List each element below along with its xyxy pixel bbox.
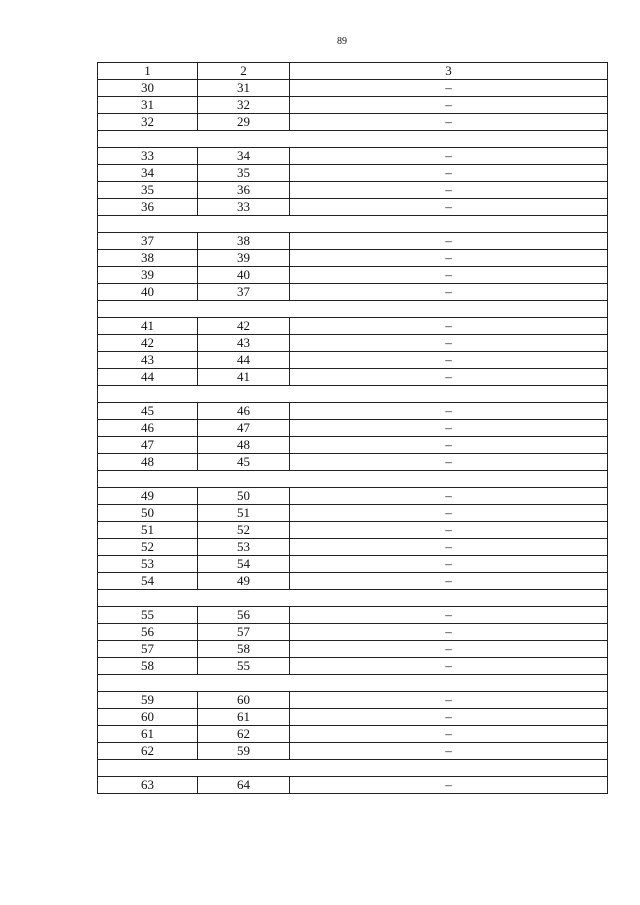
- group-separator-row: [98, 386, 608, 403]
- group-separator-row: [98, 590, 608, 607]
- table-cell-col-1: 31: [98, 97, 198, 114]
- table-cell-col-1: 62: [98, 743, 198, 760]
- table-row: [98, 97, 608, 114]
- table-row: [98, 250, 608, 267]
- group-separator-row: [98, 216, 608, 233]
- table-cell-col-3: –: [290, 335, 608, 352]
- table-cell-col-3: –: [290, 573, 608, 590]
- table-row: [98, 148, 608, 165]
- separator-cell: [98, 471, 608, 488]
- table-cell-col-3: –: [290, 607, 608, 624]
- group-separator-row: [98, 675, 608, 692]
- table-cell-col-1: 42: [98, 335, 198, 352]
- table-cell-col-3: –: [290, 641, 608, 658]
- page-number: 89: [337, 36, 347, 47]
- table-cell-col-2: 35: [198, 165, 290, 182]
- data-table: [97, 62, 608, 794]
- table-cell-col-2: 57: [198, 624, 290, 641]
- group-separator-row: [98, 131, 608, 148]
- table-cell-col-2: 43: [198, 335, 290, 352]
- table-cell-col-3: –: [290, 522, 608, 539]
- table-cell-col-3: –: [290, 318, 608, 335]
- table-cell-col-1: 57: [98, 641, 198, 658]
- table-cell-col-3: –: [290, 658, 608, 675]
- table-row: [98, 352, 608, 369]
- table-cell-col-1: 38: [98, 250, 198, 267]
- table-cell-col-1: 41: [98, 318, 198, 335]
- table-cell-col-2: 52: [198, 522, 290, 539]
- table-cell-col-3: –: [290, 250, 608, 267]
- table-cell-col-2: 41: [198, 369, 290, 386]
- table-cell-col-1: 59: [98, 692, 198, 709]
- table-cell-col-3: –: [290, 437, 608, 454]
- table-cell-col-2: 62: [198, 726, 290, 743]
- table-cell-col-3: –: [290, 556, 608, 573]
- table-cell-col-3: –: [290, 488, 608, 505]
- table-row: [98, 607, 608, 624]
- table-cell-col-2: 55: [198, 658, 290, 675]
- table-row: [98, 692, 608, 709]
- table-row: [98, 403, 608, 420]
- table-cell-col-3: –: [290, 709, 608, 726]
- table-cell-col-2: 31: [198, 80, 290, 97]
- table-cell-col-2: 49: [198, 573, 290, 590]
- table-cell-col-2: 33: [198, 199, 290, 216]
- table-row: [98, 284, 608, 301]
- table-cell-col-1: 30: [98, 80, 198, 97]
- table-cell-col-2: 42: [198, 318, 290, 335]
- table-row: [98, 624, 608, 641]
- table-cell-col-1: 49: [98, 488, 198, 505]
- table-cell-col-3: –: [290, 80, 608, 97]
- table-cell-col-2: 58: [198, 641, 290, 658]
- table-cell-col-3: –: [290, 114, 608, 131]
- table-row: [98, 539, 608, 556]
- table-cell-col-3: –: [290, 539, 608, 556]
- table-cell-col-1: 35: [98, 182, 198, 199]
- table-row: [98, 335, 608, 352]
- table-cell-col-1: 47: [98, 437, 198, 454]
- table-cell-col-1: 54: [98, 573, 198, 590]
- separator-cell: [98, 675, 608, 692]
- table-cell-col-2: 51: [198, 505, 290, 522]
- table-cell-col-1: 39: [98, 267, 198, 284]
- table-cell-col-2: 36: [198, 182, 290, 199]
- table-row: [98, 777, 608, 794]
- table-row: [98, 199, 608, 216]
- table-cell-col-1: 50: [98, 505, 198, 522]
- table-row: [98, 182, 608, 199]
- table-cell-col-2: 60: [198, 692, 290, 709]
- table-cell-col-3: –: [290, 97, 608, 114]
- table-header-row: [98, 63, 608, 80]
- table-row: [98, 318, 608, 335]
- table-cell-col-3: –: [290, 726, 608, 743]
- table-row: [98, 267, 608, 284]
- table-cell-col-3: –: [290, 233, 608, 250]
- table-row: [98, 420, 608, 437]
- table-cell-col-3: –: [290, 284, 608, 301]
- header-cell-1: 1: [98, 63, 198, 80]
- table-cell-col-2: 47: [198, 420, 290, 437]
- table-cell-col-2: 54: [198, 556, 290, 573]
- table-cell-col-2: 56: [198, 607, 290, 624]
- table-cell-col-2: 40: [198, 267, 290, 284]
- table-cell-col-2: 32: [198, 97, 290, 114]
- table-cell-col-1: 40: [98, 284, 198, 301]
- table-cell-col-1: 43: [98, 352, 198, 369]
- separator-cell: [98, 760, 608, 777]
- table-cell-col-3: –: [290, 352, 608, 369]
- group-separator-row: [98, 471, 608, 488]
- table-cell-col-3: –: [290, 199, 608, 216]
- group-separator-row: [98, 301, 608, 318]
- table-row: [98, 573, 608, 590]
- table-cell-col-2: 61: [198, 709, 290, 726]
- table-cell-col-3: –: [290, 403, 608, 420]
- table-cell-col-2: 46: [198, 403, 290, 420]
- separator-cell: [98, 590, 608, 607]
- table-cell-col-1: 46: [98, 420, 198, 437]
- table-cell-col-2: 48: [198, 437, 290, 454]
- separator-cell: [98, 386, 608, 403]
- table-row: [98, 743, 608, 760]
- table-body: [98, 80, 608, 794]
- table-cell-col-2: 50: [198, 488, 290, 505]
- table-row: [98, 556, 608, 573]
- table-row: [98, 709, 608, 726]
- table-cell-col-2: 59: [198, 743, 290, 760]
- table-cell-col-1: 52: [98, 539, 198, 556]
- table-cell-col-1: 53: [98, 556, 198, 573]
- header-cell-2: 2: [198, 63, 290, 80]
- table-row: [98, 80, 608, 97]
- table-row: [98, 658, 608, 675]
- table-cell-col-3: –: [290, 369, 608, 386]
- table-cell-col-3: –: [290, 420, 608, 437]
- table-cell-col-3: –: [290, 165, 608, 182]
- separator-cell: [98, 301, 608, 318]
- table-cell-col-2: 37: [198, 284, 290, 301]
- table-cell-col-1: 45: [98, 403, 198, 420]
- table-row: [98, 641, 608, 658]
- table-cell-col-3: –: [290, 777, 608, 794]
- group-separator-row: [98, 760, 608, 777]
- table-cell-col-3: –: [290, 454, 608, 471]
- table-cell-col-2: 64: [198, 777, 290, 794]
- table-cell-col-3: –: [290, 692, 608, 709]
- table-cell-col-1: 60: [98, 709, 198, 726]
- table-row: [98, 726, 608, 743]
- table-cell-col-1: 44: [98, 369, 198, 386]
- table-cell-col-1: 51: [98, 522, 198, 539]
- separator-cell: [98, 131, 608, 148]
- table-cell-col-2: 45: [198, 454, 290, 471]
- table-row: [98, 369, 608, 386]
- table-cell-col-2: 29: [198, 114, 290, 131]
- table-row: [98, 437, 608, 454]
- table-cell-col-2: 38: [198, 233, 290, 250]
- table-row: [98, 488, 608, 505]
- table-cell-col-3: –: [290, 267, 608, 284]
- table-cell-col-3: –: [290, 624, 608, 641]
- table-row: [98, 505, 608, 522]
- table-row: [98, 454, 608, 471]
- table-cell-col-1: 58: [98, 658, 198, 675]
- table-cell-col-2: 39: [198, 250, 290, 267]
- table-cell-col-1: 63: [98, 777, 198, 794]
- table-cell-col-1: 37: [98, 233, 198, 250]
- table-row: [98, 233, 608, 250]
- separator-cell: [98, 216, 608, 233]
- table-cell-col-3: –: [290, 505, 608, 522]
- table-row: [98, 114, 608, 131]
- table-cell-col-2: 34: [198, 148, 290, 165]
- table-cell-col-1: 34: [98, 165, 198, 182]
- table-cell-col-1: 48: [98, 454, 198, 471]
- table-cell-col-3: –: [290, 148, 608, 165]
- table-cell-col-1: 56: [98, 624, 198, 641]
- table-cell-col-3: –: [290, 182, 608, 199]
- table-cell-col-1: 55: [98, 607, 198, 624]
- table-row: [98, 522, 608, 539]
- table-cell-col-1: 33: [98, 148, 198, 165]
- table-cell-col-3: –: [290, 743, 608, 760]
- table-cell-col-2: 44: [198, 352, 290, 369]
- table-cell-col-1: 32: [98, 114, 198, 131]
- header-cell-3: 3: [290, 63, 608, 80]
- table-row: [98, 165, 608, 182]
- table-cell-col-1: 61: [98, 726, 198, 743]
- table-cell-col-1: 36: [98, 199, 198, 216]
- table-cell-col-2: 53: [198, 539, 290, 556]
